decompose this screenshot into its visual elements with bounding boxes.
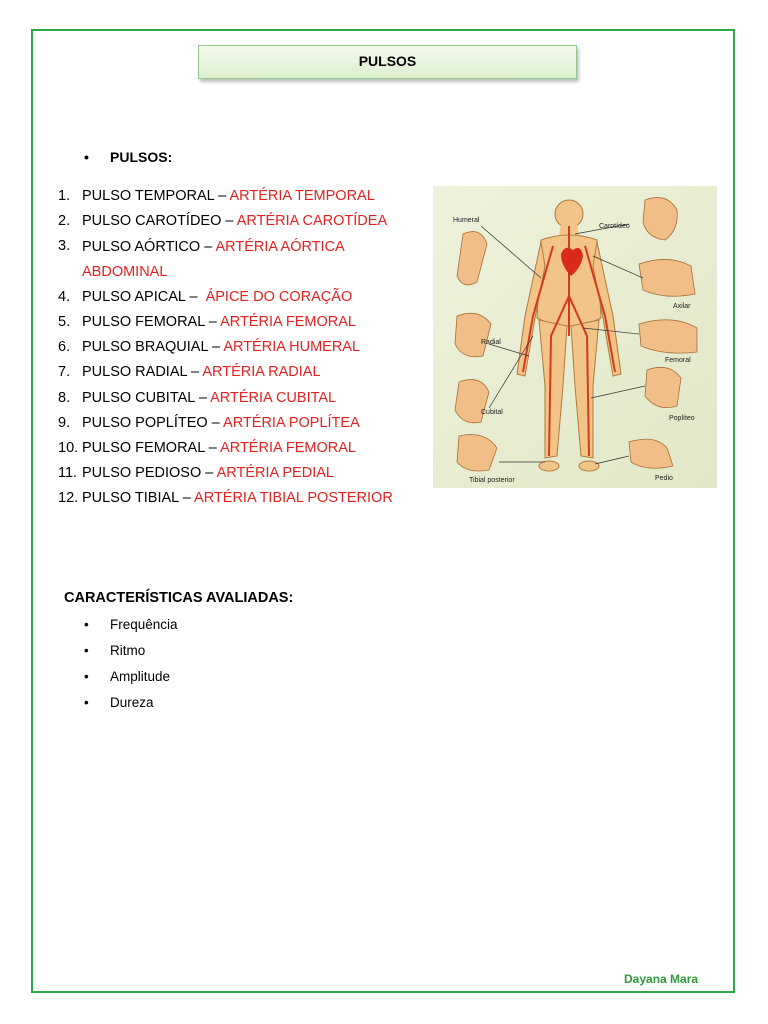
list-item <box>58 462 428 487</box>
list-item-text: Frequência <box>110 617 178 632</box>
list-item <box>84 642 178 668</box>
artery-name: ARTÉRIA POPLÍTEA <box>223 414 360 431</box>
label-popliteo: Poplíteo <box>669 415 695 422</box>
item-number: 5. <box>58 313 71 330</box>
artery-name: ARTÉRIA PEDIAL <box>216 465 334 482</box>
pulse-name: PULSO BRAQUIAL – <box>82 339 224 356</box>
pulse-name: PULSO TEMPORAL – <box>82 188 230 204</box>
list-item <box>58 361 428 386</box>
list-item <box>58 185 428 210</box>
list-item <box>58 487 428 512</box>
bullet-icon: • <box>84 617 89 632</box>
label-carotideo: Carotídeo <box>599 223 630 230</box>
item-number: 6. <box>58 339 71 356</box>
bullet-icon: • <box>84 695 89 710</box>
footer-signature: Dayana Mara <box>624 972 699 986</box>
artery-name: ÁPICE DO CORAÇÃO <box>201 288 353 305</box>
pulse-list <box>58 185 428 512</box>
pulse-name: PULSO APICAL – <box>82 288 202 305</box>
item-number: 4. <box>58 288 71 305</box>
artery-name: ARTÉRIA TIBIAL POSTERIOR <box>194 490 393 507</box>
pulse-name: PULSO RADIAL – <box>82 364 203 381</box>
list-item <box>58 286 428 311</box>
item-number: 3. <box>58 238 71 255</box>
pulse-name: PULSO TIBIAL – <box>82 490 195 507</box>
artery-name: ARTÉRIA RADIAL <box>202 364 321 381</box>
list-item <box>84 668 178 694</box>
list-item <box>58 437 428 462</box>
list-item <box>84 694 178 720</box>
pulse-name: PULSO PEDIOSO – <box>82 465 217 482</box>
bullet-icon: • <box>84 669 89 684</box>
list-item <box>58 387 428 412</box>
caracteristicas-heading: CARACTERÍSTICAS AVALIADAS: <box>64 590 294 606</box>
pulse-name: PULSO AÓRTICO – <box>82 239 216 256</box>
item-number: 7. <box>58 364 71 381</box>
list-item <box>84 616 178 642</box>
artery-name: ARTÉRIA CUBITAL <box>210 389 337 406</box>
label-tibial: Tibial posterior <box>469 477 515 484</box>
label-cubital: Cubital <box>481 409 503 416</box>
pulsos-heading-text: PULSOS: <box>110 149 173 165</box>
pulse-name: PULSO FEMORAL – <box>82 439 221 456</box>
pulse-points-illustration <box>433 186 717 488</box>
bullet-icon: • <box>84 149 89 165</box>
item-number: 11. <box>58 465 78 482</box>
list-item <box>58 336 428 361</box>
pulse-name: PULSO FEMORAL – <box>82 313 221 330</box>
list-item <box>58 210 428 235</box>
label-radial: Radial <box>481 339 501 346</box>
list-item <box>58 311 428 336</box>
artery-name: ARTÉRIA HUMERAL <box>223 339 361 356</box>
pulse-name: PULSO CUBITAL – <box>82 389 211 406</box>
pulsos-heading <box>84 149 172 165</box>
caracteristicas-list <box>84 616 178 720</box>
list-item-text: Dureza <box>110 695 154 710</box>
page-title: PULSOS <box>198 45 577 79</box>
bullet-icon: • <box>84 643 89 658</box>
item-number: 9. <box>58 414 71 431</box>
artery-name: ARTÉRIA CAROTÍDEA <box>236 213 388 230</box>
pulse-name: PULSO CAROTÍDEO – <box>82 213 237 230</box>
list-item-text: Ritmo <box>110 643 146 658</box>
label-pedio: Pedio <box>655 475 673 482</box>
item-number: 2. <box>58 213 71 230</box>
item-number: 1. <box>58 188 71 204</box>
artery-name: ARTÉRIA FEMORAL <box>220 439 356 456</box>
artery-name: ARTÉRIA AÓRTICA ABDOMINAL <box>82 239 344 281</box>
item-number: 10. <box>58 439 79 456</box>
list-item-text: Amplitude <box>110 669 171 684</box>
label-humeral: Humeral <box>453 217 480 224</box>
label-axilar: Axilar <box>673 303 691 310</box>
artery-name: ARTÉRIA FEMORAL <box>220 313 356 330</box>
list-item <box>58 412 428 437</box>
list-item <box>58 235 428 285</box>
item-number: 8. <box>58 389 71 406</box>
artery-name: ARTÉRIA TEMPORAL <box>229 188 375 204</box>
label-femoral: Femoral <box>665 357 691 364</box>
item-number: 12. <box>58 490 79 507</box>
pulse-name: PULSO POPLÍTEO – <box>82 414 224 431</box>
